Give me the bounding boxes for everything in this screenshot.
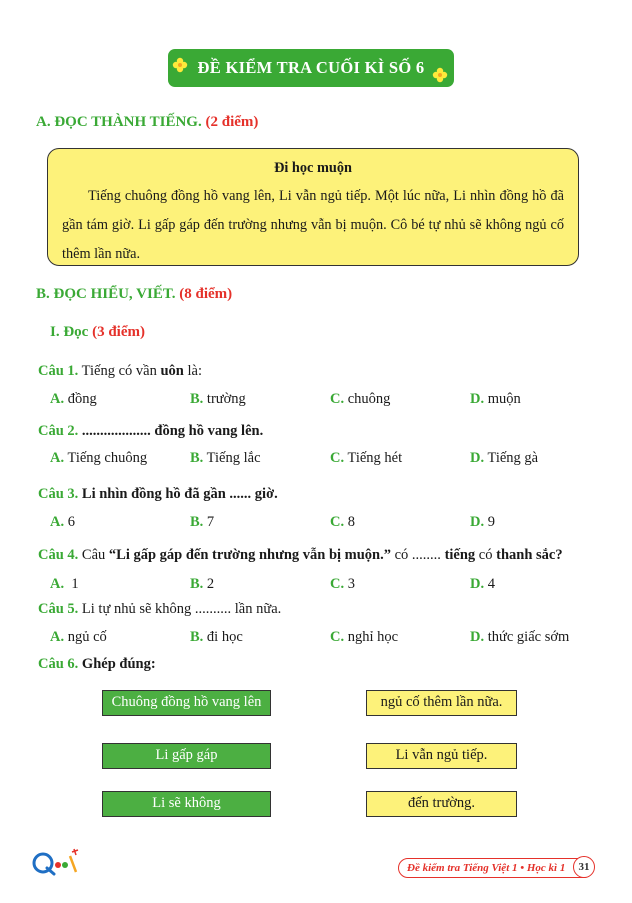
option-letter: B.	[190, 629, 204, 645]
option-c[interactable]	[330, 514, 355, 531]
option-b[interactable]	[190, 576, 214, 593]
option-text: Tiếng lắc	[206, 450, 261, 466]
question-text: có	[475, 547, 497, 563]
question-4	[38, 547, 563, 564]
option-letter: D.	[470, 391, 485, 407]
option-b[interactable]	[190, 391, 246, 408]
reading-text: Tiếng chuông đồng hồ vang lên, Li vẫn ngủ tiếp. Một lúc nữa, Li nhìn đồng hồ đã gần tám giờ. Li gấp gáp đến trường nhưng vẫn bị muộn. Cô bé tự nhủ sẽ không ngủ cố thêm lần nữa.	[62, 188, 564, 262]
option-text: 7	[206, 514, 215, 530]
question-number: Câu 5.	[38, 601, 79, 617]
question-number: Câu 4.	[38, 547, 79, 563]
question-number: Câu 3.	[38, 486, 79, 502]
option-letter: A.	[50, 629, 65, 645]
option-letter: C.	[330, 629, 345, 645]
question-2	[38, 423, 263, 440]
option-text: thức giấc sớm	[487, 629, 570, 645]
option-d[interactable]	[470, 576, 495, 593]
part-1-points: (3 điểm)	[92, 324, 145, 340]
question-text: có ........	[391, 547, 445, 563]
option-d[interactable]	[470, 391, 521, 408]
page-title-banner	[168, 49, 454, 87]
match-left-item[interactable]: Li gấp gáp	[102, 743, 271, 769]
question-text: là:	[183, 363, 202, 379]
reading-title: Đi học muộn	[274, 160, 352, 176]
option-text: 4	[487, 576, 495, 592]
match-left-item[interactable]: Chuông đồng hồ vang lên	[102, 690, 271, 716]
option-text: nghỉ học	[347, 629, 399, 645]
question-text-bold: Li nhìn đồng hồ đã gần ...... giờ.	[81, 486, 278, 502]
option-a[interactable]	[50, 514, 75, 531]
section-b-points: (8 điểm)	[179, 286, 233, 302]
option-letter: C.	[330, 450, 345, 466]
question-text-bold: “Li gấp gáp đến trường nhưng vẫn bị muộn.”	[108, 547, 391, 563]
match-right-item[interactable]: đến trường.	[366, 791, 517, 817]
option-a[interactable]	[50, 629, 107, 646]
option-d[interactable]	[470, 629, 569, 646]
page-number: 31	[573, 856, 595, 878]
option-a[interactable]	[50, 391, 97, 408]
section-a-points: (2 điểm)	[205, 114, 259, 130]
option-letter: C.	[330, 576, 345, 592]
option-b[interactable]	[190, 450, 261, 467]
option-text: đồng	[67, 391, 97, 407]
question-number: Câu 6.	[38, 656, 79, 672]
option-text: 3	[347, 576, 355, 592]
option-letter: B.	[190, 514, 204, 530]
option-letter: D.	[470, 576, 485, 592]
option-text: ngủ cố	[67, 629, 107, 645]
option-letter: A.	[50, 514, 65, 530]
page-title: ĐỀ KIỂM TRA CUỐI KÌ SỐ 6	[197, 58, 425, 77]
option-d[interactable]	[470, 450, 538, 467]
option-text: Tiếng chuông	[67, 450, 148, 466]
option-c[interactable]	[330, 576, 355, 593]
option-letter: C.	[330, 514, 345, 530]
option-text: trường	[206, 391, 246, 407]
flower-icon	[172, 57, 188, 73]
question-text-bold: Ghép đúng:	[81, 656, 156, 672]
option-text: 2	[206, 576, 215, 592]
option-text: Tiếng gà	[487, 450, 539, 466]
publisher-logo	[32, 846, 82, 876]
option-text: đi học	[206, 629, 243, 645]
flower-icon	[432, 67, 448, 83]
reading-passage-box	[47, 148, 579, 266]
option-text: chuông	[347, 391, 391, 407]
section-a-heading	[36, 114, 258, 131]
footer-badge	[398, 858, 594, 878]
option-letter: D.	[470, 450, 485, 466]
option-text: 8	[347, 514, 355, 530]
option-b[interactable]	[190, 629, 243, 646]
question-number: Câu 1.	[38, 363, 79, 379]
option-a[interactable]	[50, 576, 79, 593]
option-text: Tiếng hét	[347, 450, 403, 466]
option-c[interactable]	[330, 629, 398, 646]
option-text: 6	[67, 514, 75, 530]
question-text: Câu	[81, 547, 109, 563]
option-letter: C.	[330, 391, 345, 407]
question-6	[38, 656, 156, 673]
footer-text: Đề kiểm tra Tiếng Việt 1 • Học kì 1	[407, 862, 566, 874]
option-letter: B.	[190, 391, 204, 407]
option-letter: A.	[50, 576, 65, 592]
option-b[interactable]	[190, 514, 214, 531]
option-c[interactable]	[330, 391, 390, 408]
option-letter: B.	[190, 576, 204, 592]
option-text: muộn	[487, 391, 521, 407]
option-text: 9	[487, 514, 495, 530]
question-text-bold: tiếng	[444, 547, 476, 563]
part-1-heading	[50, 324, 145, 341]
question-5	[38, 601, 281, 618]
option-letter: D.	[470, 514, 485, 530]
match-left-item[interactable]: Li sẽ không	[102, 791, 271, 817]
question-3	[38, 486, 278, 503]
option-letter: B.	[190, 450, 204, 466]
part-1-label: I. Đọc	[50, 324, 89, 340]
section-b-label: B. ĐỌC HIỂU, VIẾT.	[36, 286, 176, 302]
option-c[interactable]	[330, 450, 402, 467]
question-text: Tiếng có vần	[81, 363, 161, 379]
option-letter: D.	[470, 629, 485, 645]
question-1	[38, 363, 202, 380]
option-a[interactable]	[50, 450, 147, 467]
question-text-bold: thanh sắc?	[496, 547, 563, 563]
question-text: Li tự nhủ sẽ không .......... lần nữa.	[81, 601, 282, 617]
option-letter: A.	[50, 450, 65, 466]
question-number: Câu 2.	[38, 423, 79, 439]
match-right-item[interactable]: ngủ cố thêm lần nữa.	[366, 690, 517, 716]
question-text-bold: uôn	[160, 363, 184, 379]
match-right-item[interactable]: Li vẫn ngủ tiếp.	[366, 743, 517, 769]
section-a-label: A. ĐỌC THÀNH TIẾNG.	[36, 114, 202, 130]
option-letter: A.	[50, 391, 65, 407]
question-text-bold: ................... đồng hồ vang lên.	[81, 423, 264, 439]
option-text: 1	[71, 576, 79, 592]
option-d[interactable]	[470, 514, 495, 531]
section-b-heading	[36, 286, 232, 303]
